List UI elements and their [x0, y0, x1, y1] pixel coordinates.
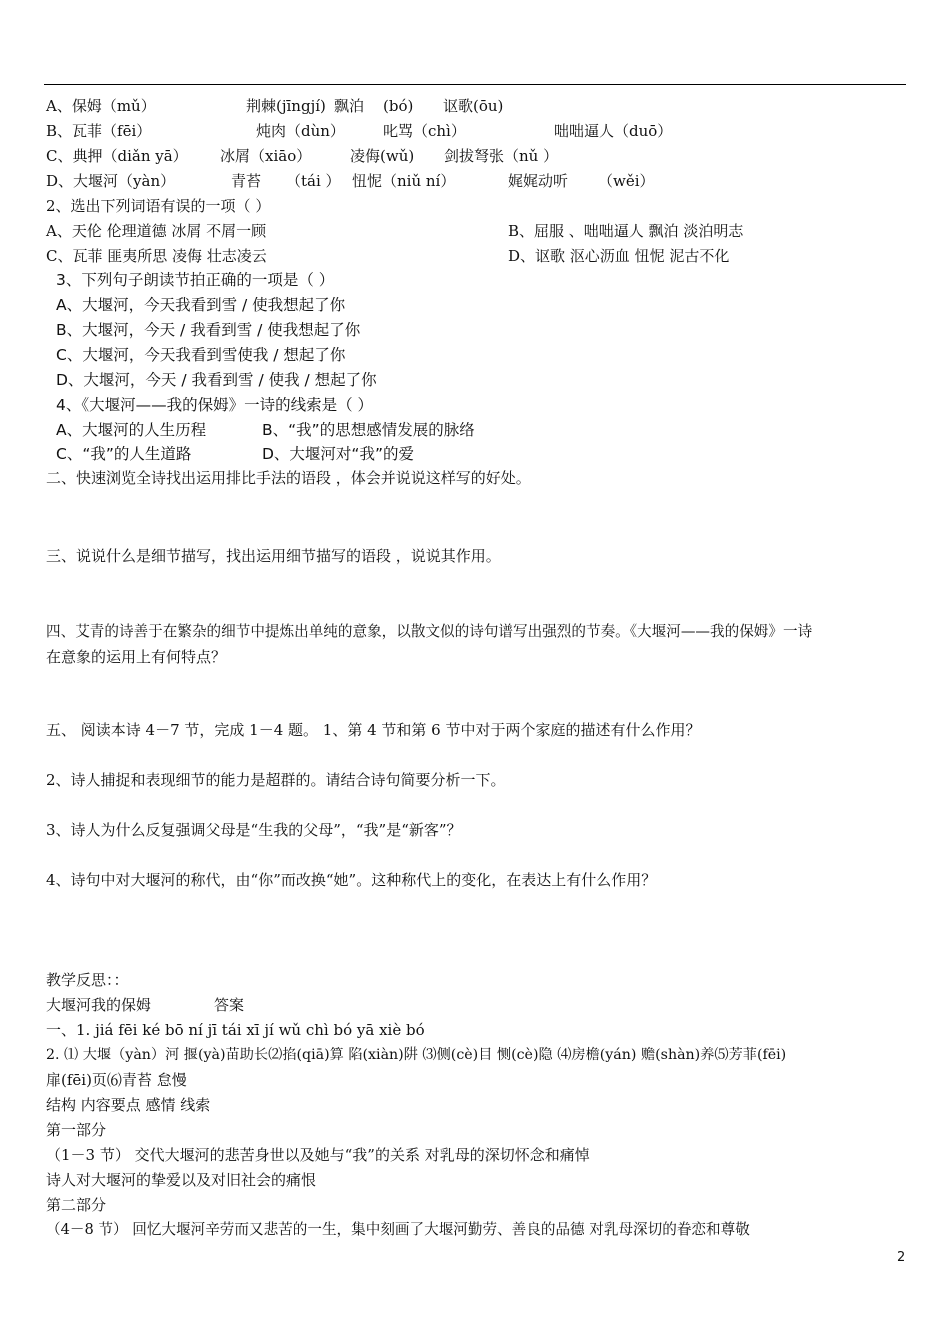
q3-option-b: B、大堰河，今天 / 我看到雪 / 使我想起了你	[56, 321, 361, 339]
answer-line4: 结构 内容要点 感情 线索	[46, 1096, 211, 1114]
q4-option-d: D、大堰河对“我”的爱	[262, 445, 414, 463]
page-number: 2	[897, 1250, 906, 1265]
answer-line1: 一、1. jiá fēi ké bō ní jī tái xī jí wǔ chì bó yā xiè bó	[46, 1021, 425, 1039]
section-three: 三、说说什么是细节描写，找出运用细节描写的语段 ，说说其作用。	[46, 547, 501, 565]
q2-option-c: C、瓦菲 匪夷所思 凌侮 壮志凌云	[46, 247, 267, 265]
q4-option-c: C、“我”的人生道路	[56, 445, 192, 463]
section-five-q2: 2、诗人捕捉和表现细节的能力是超群的。请结合诗句简要分析一下。	[46, 771, 506, 789]
answer-line8: 第二部分	[46, 1196, 107, 1214]
answer-title: 大堰河我的保姆	[46, 996, 152, 1014]
q3-option-a: A、大堰河，今天我看到雪 / 使我想起了你	[56, 296, 346, 314]
q1-c-item: 冰屑（xiāo）	[220, 147, 312, 165]
section-two: 二、快速浏览全诗找出运用排比手法的语段 ，体会并说说这样写的好处。	[46, 469, 531, 487]
answer-label: 答案	[214, 996, 245, 1014]
q1-c-item: 凌侮(wǔ)	[350, 147, 415, 165]
answer-line5: 第一部分	[46, 1121, 107, 1139]
q1-d-item: 忸怩（niǔ ní）	[352, 172, 456, 190]
answer-line9: （4－8 节） 回忆大堰河辛劳而又悲苦的一生，集中刻画了大堰河勤劳、善良的品德 对乳母深切的眷恋和尊敬	[46, 1221, 750, 1238]
section-five: 五、 阅读本诗 4－7 节，完成 1－4 题。 1、第 4 节和第 6 节中对于两个家庭的描述有什么作用？	[46, 721, 701, 739]
q1-d-item: D、大堰河（yàn）	[46, 172, 176, 190]
q2-stem: 2、选出下列词语有误的一项（ ）	[46, 197, 271, 215]
q1-b-item: 咄咄逼人（duō）	[554, 122, 673, 140]
answer-line2: 2. ⑴ 大堰（yàn）河 揠(yà)苗助长⑵掐(qiā)算 陷(xiàn)阱 ⑶侧(cè)目 恻(cè)隐 ⑷房檐(yán) 赡(shàn)养⑸芳菲(fēi)	[46, 1047, 787, 1063]
q1-d-item: （wěi）	[598, 172, 655, 190]
q1-d-item: 娓娓动听	[508, 172, 569, 190]
answer-line3: 扉(fēi)页⑹青苔 怠慢	[46, 1071, 187, 1089]
section-four-line2: 在意象的运用上有何特点？	[46, 648, 227, 666]
q2-option-a: A、天伦 伦理道德 冰屑 不屑一顾	[46, 222, 267, 240]
header-rule	[44, 84, 906, 85]
q1-c-item: C、典押（diǎn yā）	[46, 147, 188, 165]
reflection-label: 教学反思：：	[46, 971, 129, 989]
section-five-q3: 3、诗人为什么反复强调父母是“生我的父母”，“我”是“新客”？	[46, 821, 462, 839]
q3-stem: 3、下列句子朗读节拍正确的一项是（ ）	[56, 271, 335, 289]
q1-a-item: 荆棘(jīngjí)	[246, 97, 326, 115]
q1-a-item: A、保姆（mǔ）	[46, 97, 156, 115]
q1-d-item: （tái ）	[286, 172, 341, 190]
q1-a-item: 飘泊	[334, 97, 365, 115]
q3-option-d: D、大堰河，今天 / 我看到雪 / 使我 / 想起了你	[56, 371, 377, 389]
q4-option-a: A、大堰河的人生历程	[56, 421, 207, 439]
q2-option-b: B、屈服 、咄咄逼人 飘泊 淡泊明志	[508, 222, 744, 240]
q4-stem: 4、《大堰河——我的保姆》一诗的线索是（ ）	[56, 396, 374, 414]
q1-b-item: 炖肉（dùn）	[256, 122, 345, 140]
q1-d-item: 青苔	[231, 172, 262, 190]
section-four-line1: 四、艾青的诗善于在繁杂的细节中提炼出单纯的意象，以散文似的诗句谱写出强烈的节奏。《大堰河——我的保姆》一诗	[46, 623, 813, 640]
q2-option-d: D、讴歌 沤心沥血 忸怩 泥古不化	[508, 247, 730, 265]
q1-c-item: 剑拔弩张（nǔ ）	[444, 147, 559, 165]
answer-line6: （1－3 节） 交代大堰河的悲苦身世以及她与“我”的关系 对乳母的深切怀念和痛悼	[46, 1146, 590, 1164]
section-five-q4: 4、诗句中对大堰河的称代，由“你”而改换“她”。这种称代上的变化，在表达上有什么作用？	[46, 871, 657, 889]
q1-b-item: 叱骂（chì）	[383, 122, 466, 140]
q1-b-item: B、瓦菲（fēi）	[46, 122, 152, 140]
q1-a-item: 讴歌(ōu)	[443, 97, 504, 115]
q3-option-c: C、大堰河，今天我看到雪使我 / 想起了你	[56, 346, 346, 364]
q4-option-b: B、“我”的思想感情发展的脉络	[262, 421, 475, 439]
q1-a-item: (bó)	[383, 97, 414, 115]
answer-line7: 诗人对大堰河的挚爱以及对旧社会的痛恨	[46, 1171, 317, 1189]
